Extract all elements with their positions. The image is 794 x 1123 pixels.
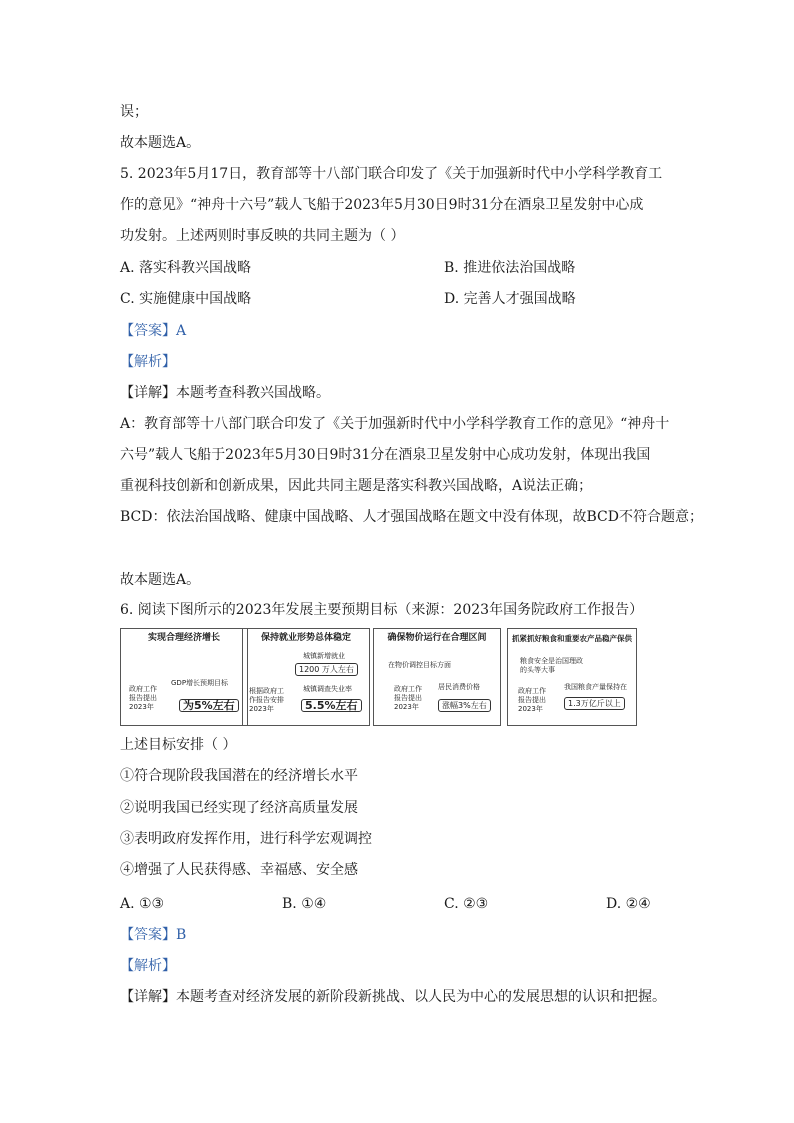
figure-label: 城镇新增就业 xyxy=(303,652,345,660)
figure-value: 1200 万人左右 xyxy=(295,663,358,676)
question-5-stem: 作的意见》“神舟十六号”载人飞船于2023年5月30日9时31分在酒泉卫星发射中心成 xyxy=(120,197,644,213)
q5-option-a: A. 落实科教兴国战略 xyxy=(120,260,252,276)
text-line: 故本题选A。 xyxy=(120,135,201,151)
q6-item-1: ①符合现阶段我国潜在的经济增长水平 xyxy=(120,768,358,784)
q5-detail: A：教育部等十八部门联合印发了《关于加强新时代中小学科学教育工作的意见》“神舟十 xyxy=(120,416,670,432)
figure-value: 涨幅3%左右 xyxy=(438,699,491,712)
figure-label: 我国粮食产量保持在 xyxy=(564,683,627,691)
text-line: 误； xyxy=(120,104,148,120)
figure-title: 实现合理经济增长 xyxy=(147,633,220,643)
figure-side-text: 政府工作 报告提出 2023年 xyxy=(394,685,422,711)
figure-side-text: 根据政府工 作报告安排 2023年 xyxy=(249,687,284,713)
q6-item-3: ③表明政府发挥作用，进行科学宏观调控 xyxy=(120,831,372,847)
q6-detail: 【详解】本题考查对经济发展的新阶段新挑战、以人民为中心的发展思想的认识和把握。 xyxy=(120,989,666,1005)
q6-answer: 【答案】B xyxy=(120,927,187,943)
figure-value: 1.3万亿斤以上 xyxy=(564,697,625,710)
figure-label: 城镇调查失业率 xyxy=(303,685,352,693)
q6-option-b: B. ①④ xyxy=(282,896,327,912)
figure-value: 为5%左右 xyxy=(179,699,239,712)
figure-value: 5.5%左右 xyxy=(301,699,362,712)
figure-title: 确保物价运行在合理区间 xyxy=(387,633,487,643)
q5-detail: 【详解】本题考查科教兴国战略。 xyxy=(120,385,330,401)
figure-grain-target xyxy=(507,628,637,726)
q6-item-4: ④增强了人民获得感、幸福感、安全感 xyxy=(120,862,358,878)
q5-analysis-heading: 【解析】 xyxy=(120,354,176,370)
q5-detail: 六号”载人飞船于2023年5月30日9时31分在酒泉卫星发射中心成功发射，体现出我国 xyxy=(120,447,651,463)
q5-option-b: B. 推进依法治国战略 xyxy=(444,260,576,276)
question-6-stem: 6. 阅读下图所示的2023年发展主要预期目标（来源：2023年国务院政府工作报告） xyxy=(120,602,644,618)
question-5-stem: 功发射。上述两则时事反映的共同主题为（ ） xyxy=(120,228,405,244)
figure-employment-target xyxy=(242,628,370,726)
figure-title: 抓紧抓好粮食和重要农产品稳产保供 xyxy=(512,634,632,643)
q5-detail: BCD：依法治国战略、健康中国战略、人才强国战略在题文中没有体现，故BCD不符合题意； xyxy=(120,509,703,525)
figure-top-text: 在物价调控目标方面 xyxy=(388,661,451,669)
figure-label: 居民消费价格 xyxy=(438,683,480,691)
q5-option-d: D. 完善人才强国战略 xyxy=(444,291,576,307)
figure-top-text: 粮食安全是治国理政 的头等大事 xyxy=(520,657,583,674)
figure-title: 保持就业形势总体稳定 xyxy=(260,633,351,643)
q6-option-d: D. ②④ xyxy=(606,896,651,912)
q6-option-a: A. ①③ xyxy=(120,896,165,912)
q5-conclusion: 故本题选A。 xyxy=(120,572,201,588)
q5-detail: 重视科技创新和创新成果，因此共同主题是落实科教兴国战略，A说法正确； xyxy=(120,478,593,494)
q6-option-c: C. ②③ xyxy=(444,896,489,912)
figure-side-text: 政府工作 报告提出 2023年 xyxy=(518,687,546,713)
figure-label: GDP增长预期目标 xyxy=(171,679,229,687)
q5-option-c: C. 实施健康中国战略 xyxy=(120,291,252,307)
figure-side-text: 政府工作 报告提出 2023年 xyxy=(129,685,157,711)
q5-answer: 【答案】A xyxy=(120,323,187,339)
question-5-stem: 5. 2023年5月17日，教育部等十八部门联合印发了《关于加强新时代中小学科学教育工 xyxy=(120,166,663,182)
figure-price-target xyxy=(373,628,501,726)
q6-figure-group xyxy=(120,628,684,730)
q6-prompt: 上述目标安排（ ） xyxy=(120,737,237,753)
q6-item-2: ②说明我国已经实现了经济高质量发展 xyxy=(120,800,358,816)
figure-growth-target xyxy=(120,628,248,726)
q6-analysis-heading: 【解析】 xyxy=(120,958,176,974)
